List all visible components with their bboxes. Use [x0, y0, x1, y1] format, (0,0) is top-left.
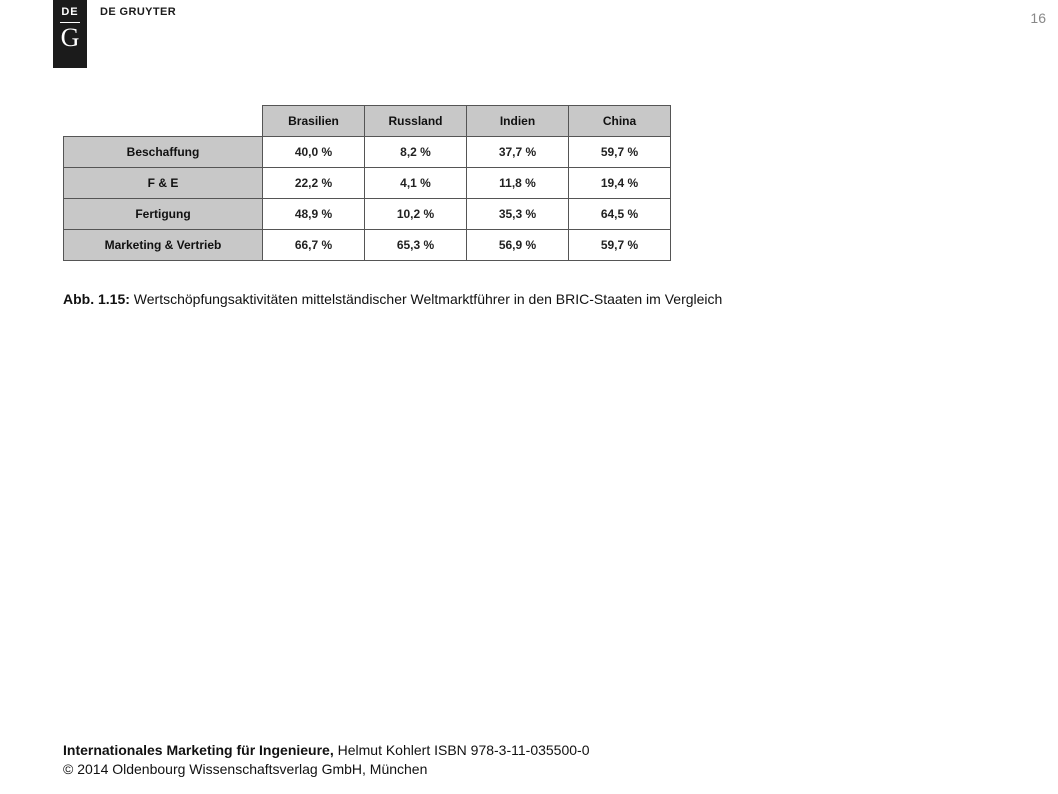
row-header: F & E: [64, 168, 263, 199]
table-cell: 40,0 %: [263, 137, 365, 168]
table-cell: 35,3 %: [467, 199, 569, 230]
table-cell: 8,2 %: [365, 137, 467, 168]
footer-citation: [63, 741, 590, 760]
book-title: Internationales Marketing für Ingenieure,: [63, 742, 334, 758]
comparison-table: [63, 105, 671, 261]
column-header: China: [569, 106, 671, 137]
column-header: Brasilien: [263, 106, 365, 137]
table-corner-cell: [64, 106, 263, 137]
table-cell: 11,8 %: [467, 168, 569, 199]
publisher-name: DE GRUYTER: [100, 6, 177, 18]
book-info: Helmut Kohlert ISBN 978-3-11-035500-0: [337, 742, 590, 758]
publisher-logo: [53, 0, 87, 68]
row-header: Fertigung: [64, 199, 263, 230]
row-header: Beschaffung: [64, 137, 263, 168]
table-cell: 59,7 %: [569, 137, 671, 168]
table-row: [64, 199, 671, 230]
copyright-notice: © 2014 Oldenbourg Wissenschaftsverlag GmbH, München: [63, 761, 428, 777]
table-cell: 56,9 %: [467, 230, 569, 261]
table-cell: 64,5 %: [569, 199, 671, 230]
table-cell: 66,7 %: [263, 230, 365, 261]
caption-text: Wertschöpfungsaktivitäten mittelständischer Weltmarktführer in den BRIC-Staaten im Vergleich: [133, 291, 723, 307]
table-cell: 48,9 %: [263, 199, 365, 230]
page-number: 16: [1030, 10, 1046, 26]
table-header-row: [64, 106, 671, 137]
logo-top-text: DE: [61, 6, 79, 18]
row-header: Marketing & Vertrieb: [64, 230, 263, 261]
figure-caption: [63, 291, 722, 307]
page-footer: [63, 741, 590, 779]
table-cell: 22,2 %: [263, 168, 365, 199]
table-row: [64, 230, 671, 261]
column-header: Indien: [467, 106, 569, 137]
caption-label: Abb. 1.15:: [63, 291, 130, 307]
table-cell: 19,4 %: [569, 168, 671, 199]
table-cell: 10,2 %: [365, 199, 467, 230]
column-header: Russland: [365, 106, 467, 137]
table-cell: 37,7 %: [467, 137, 569, 168]
table-cell: 65,3 %: [365, 230, 467, 261]
table-cell: 59,7 %: [569, 230, 671, 261]
table-row: [64, 168, 671, 199]
table-row: [64, 137, 671, 168]
logo-bottom-text: G: [60, 23, 80, 52]
table-cell: 4,1 %: [365, 168, 467, 199]
